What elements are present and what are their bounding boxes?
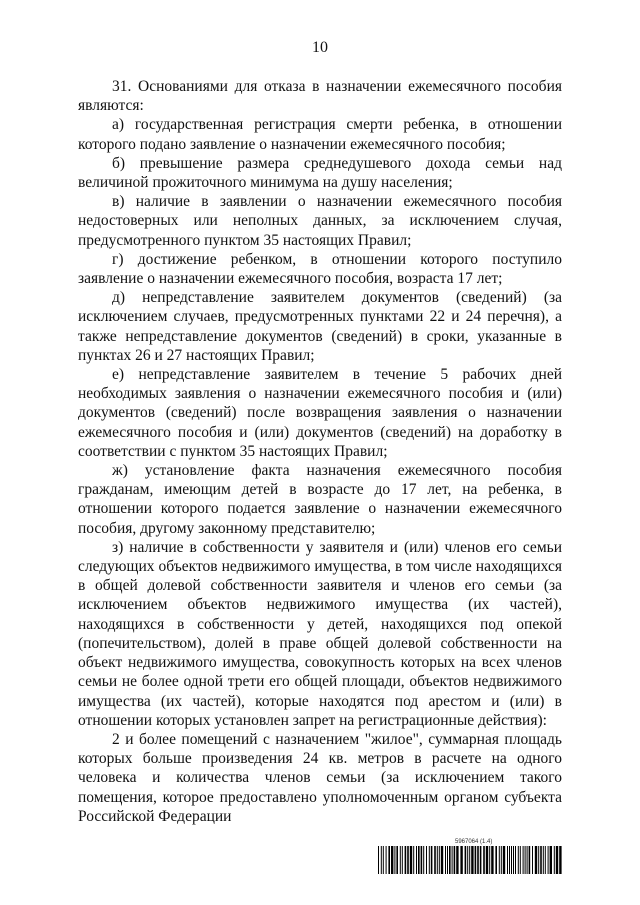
paragraph-zh: ж) установление факта назначения ежемесячного пособия гражданам, имеющим детей в возрасте до 17 лет, на ребенка, в отношении которого подается заявление о назначении ежемесячного пособия, другому законному представителю; [78,462,562,537]
paragraph-31: 31. Основаниями для отказа в назначении ежемесячного пособия являются: [78,78,562,115]
page-number: 10 [312,39,328,56]
paragraph-b: б) превышение размера среднедушевого дохода семьи над величиной прожиточного минимума на душу населения; [78,154,562,192]
paragraph-d: д) непредставление заявителем документов (сведений) (за исключением случаев, предусмотренных пунктами 22 и 24 перечня), а также непредставление документов (сведений) в сроки, указанные в пунктах 26 и 27 настоящих Правил; [78,289,562,364]
paragraph-g: г) достижение ребенком, в отношении которого поступило заявление о назначении ежемесячного пособия, возраста 17 лет; [78,250,562,288]
paragraph-v: в) наличие в заявлении о назначении ежемесячного пособия недостоверных или неполных данных, за исключением случая, предусмотренного пунктом 35 настоящих Правил; [78,193,562,249]
document-id: 5967064 (1.4) [455,839,493,845]
document-body [78,77,562,826]
paragraph-residential: 2 и более помещений с назначением "жилое", суммарная площадь которых больше произведения 24 кв. метров в расчете на одного человека и количества членов семьи (за исключением такого помещения, которое предоставлено уполномоченным органом субъекта Российской Федерации [78,730,562,825]
paragraph-a: а) государственная регистрация смерти ребенка, в отношении которого подано заявление о назначении ежемесячного пособия; [78,116,562,153]
paragraph-z: з) наличие в собственности у заявителя и (или) членов его семьи следующих объектов недвижимого имущества, в том числе находящихся в общей долевой собственности заявителя и членов его семьи (за исключением объектов недвижимого имущества (их частей), находящихся в собственности у детей, находящихся под опекой (попечительством), долей в праве общей долевой собственности на объект недвижимого имущества, совокупность которых на всех членов семьи не более одной трети его общей площади, объектов недвижимого имущества (их частей), которые находятся под арестом и (или) в отношении которых установлен запрет на регистрационные действия): [78,538,562,729]
barcode-icon [378,846,563,874]
paragraph-e: е) непредставление заявителем в течение 5 рабочих дней необходимых заявления о назначении ежемесячного пособия и (или) документов (сведений) после возвращения заявления о назначении ежемесячного пособия и (или) документов (сведений) на доработку в соответствии с пунктом 35 настоящих Правил; [78,366,562,460]
